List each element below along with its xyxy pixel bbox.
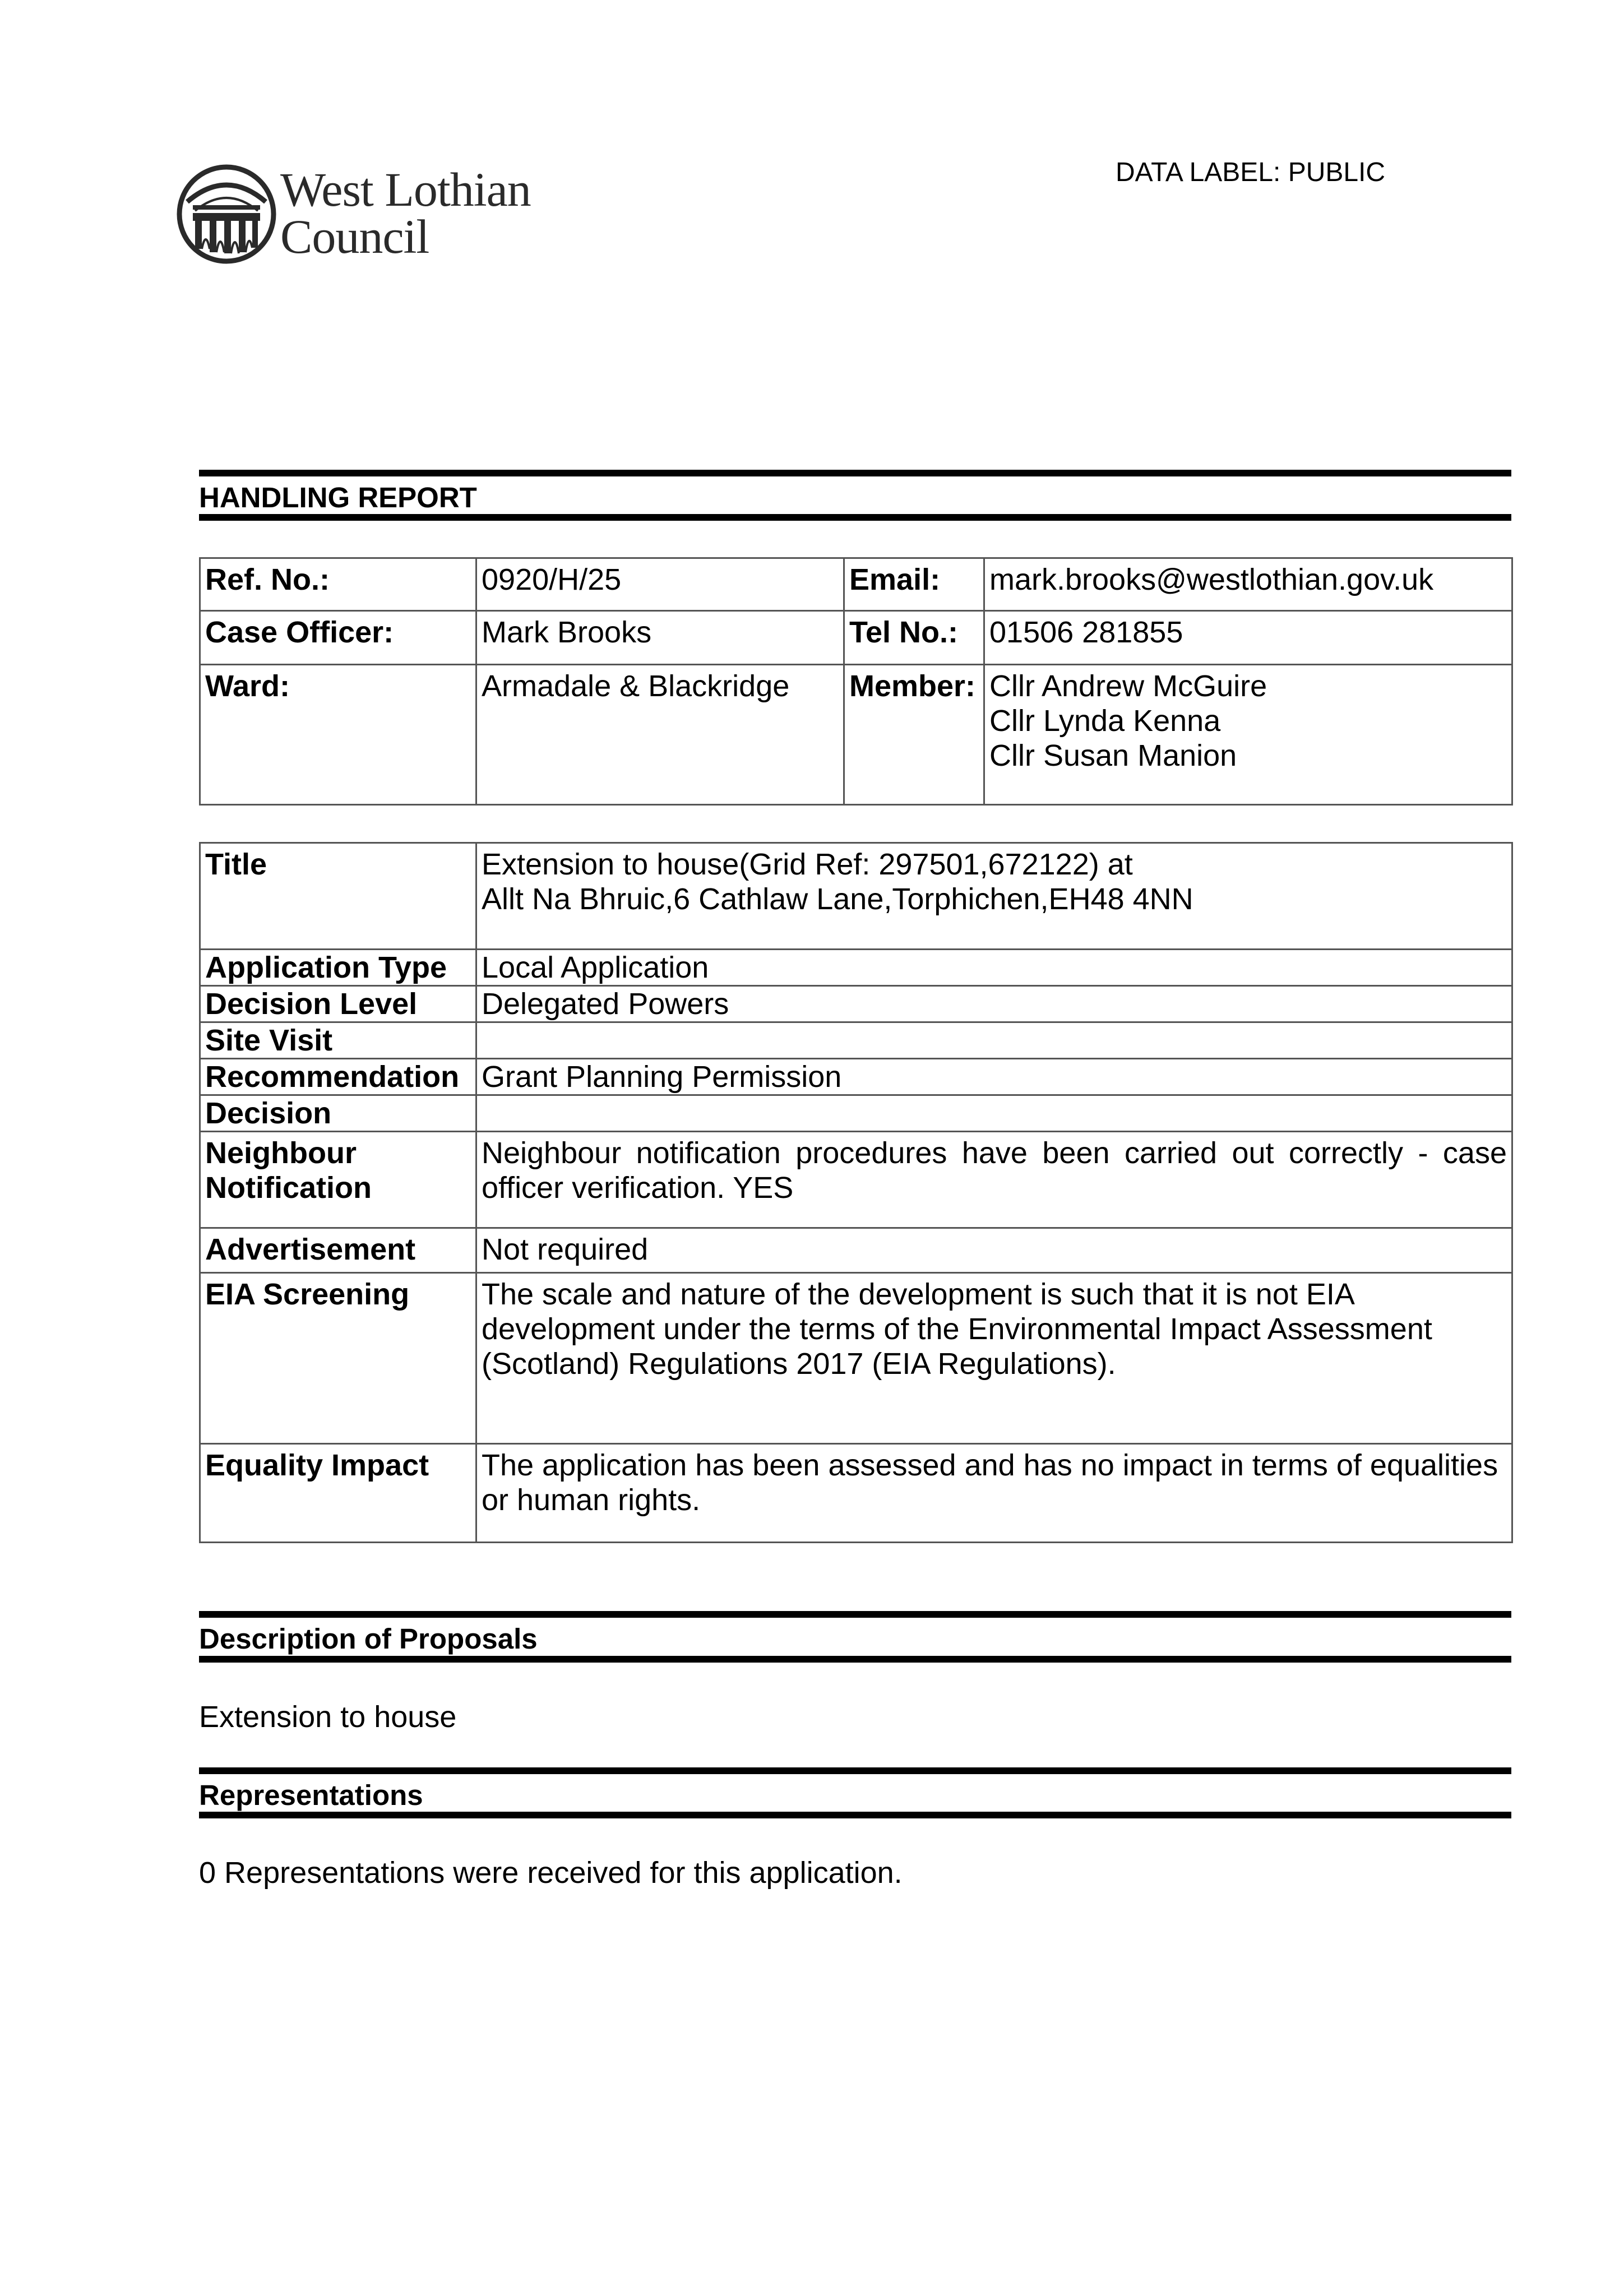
report-title: HANDLING REPORT: [199, 482, 477, 513]
table-row: [200, 1132, 1512, 1228]
table-row: [200, 1273, 1512, 1444]
neighbour-notification-value: Neighbour notification procedures have been carried out correctly - case officer verification. YES: [476, 1132, 1512, 1228]
equality-impact-value: The application has been assessed and has no impact in terms of equalities or human rights.: [476, 1444, 1512, 1543]
neighbour-label-line-2: Notification: [205, 1171, 372, 1205]
recommendation-value: Grant Planning Permission: [476, 1059, 1512, 1095]
ref-value: 0920/H/25: [476, 558, 844, 611]
rule-top: [199, 1767, 1511, 1774]
eia-screening-value: [476, 1273, 1512, 1444]
application-type-label: Application Type: [200, 950, 476, 986]
decision-value: [476, 1095, 1512, 1132]
decision-label: Decision: [200, 1095, 476, 1132]
members-list: [984, 665, 1512, 805]
email-value[interactable]: mark.brooks@westlothian.gov.uk: [984, 558, 1512, 611]
details-table: [199, 842, 1513, 1543]
table-row: [200, 986, 1512, 1022]
officer-table: [199, 557, 1513, 806]
table-row: [200, 1228, 1512, 1273]
data-label: DATA LABEL: PUBLIC: [1116, 158, 1386, 187]
case-officer-label: Case Officer:: [200, 611, 476, 665]
table-row: [200, 665, 1512, 805]
member-1: Cllr Andrew McGuire: [989, 669, 1267, 703]
table-row: [200, 558, 1512, 611]
rule-bottom: [199, 1656, 1511, 1663]
viaduct-emblem-icon: [176, 163, 277, 266]
council-logo: [176, 163, 557, 269]
advertisement-label: Advertisement: [200, 1228, 476, 1273]
ward-value: Armadale & Blackridge: [476, 665, 844, 805]
equality-impact-label: Equality Impact: [200, 1444, 476, 1543]
case-officer-value: Mark Brooks: [476, 611, 844, 665]
neighbour-label-line-1: Neighbour: [205, 1136, 357, 1170]
advertisement-value: Not required: [476, 1228, 1512, 1273]
eia-line-2: development under the terms of the Environmental Impact Assessment: [482, 1312, 1432, 1346]
table-row: [200, 950, 1512, 986]
eia-screening-label: EIA Screening: [200, 1273, 476, 1444]
description-heading: Description of Proposals: [199, 1623, 538, 1655]
email-label: Email:: [844, 558, 984, 611]
decision-level-label: Decision Level: [200, 986, 476, 1022]
site-visit-value: [476, 1022, 1512, 1059]
rule-bottom: [199, 514, 1511, 521]
site-visit-label: Site Visit: [200, 1022, 476, 1059]
logo-line-1: West Lothian: [280, 163, 531, 216]
application-type-value: Local Application: [476, 950, 1512, 986]
eia-line-1: The scale and nature of the development is such that it is not EIA: [482, 1277, 1355, 1311]
title-line-1: Extension to house(Grid Ref: 297501,672122) at: [482, 848, 1133, 881]
title-line-2: Allt Na Bhruic,6 Cathlaw Lane,Torphichen,EH48 4NN: [482, 882, 1193, 916]
decision-level-value: Delegated Powers: [476, 986, 1512, 1022]
tel-value: 01506 281855: [984, 611, 1512, 665]
table-row: [200, 1059, 1512, 1095]
representations-text: 0 Representations were received for this application.: [199, 1856, 903, 1890]
table-row: [200, 1444, 1512, 1543]
rule-top: [199, 470, 1511, 476]
member-2: Cllr Lynda Kenna: [989, 704, 1221, 738]
member-3: Cllr Susan Manion: [989, 739, 1237, 772]
logo-wordmark: [280, 163, 531, 263]
table-row: [200, 843, 1512, 950]
recommendation-label: Recommendation: [200, 1059, 476, 1095]
table-row: [200, 1095, 1512, 1132]
ref-label: Ref. No.:: [200, 558, 476, 611]
member-label: Member:: [844, 665, 984, 805]
table-row: [200, 1022, 1512, 1059]
rule-top: [199, 1611, 1511, 1618]
tel-label: Tel No.:: [844, 611, 984, 665]
eia-line-3: (Scotland) Regulations 2017 (EIA Regulations).: [482, 1347, 1116, 1381]
ward-label: Ward:: [200, 665, 476, 805]
description-text: Extension to house: [199, 1700, 457, 1734]
neighbour-notification-label: [200, 1132, 476, 1228]
rule-bottom: [199, 1812, 1511, 1818]
title-label: Title: [200, 843, 476, 950]
table-row: [200, 611, 1512, 665]
logo-line-2: Council: [280, 210, 429, 263]
title-value: [476, 843, 1512, 950]
representations-heading: Representations: [199, 1779, 423, 1811]
